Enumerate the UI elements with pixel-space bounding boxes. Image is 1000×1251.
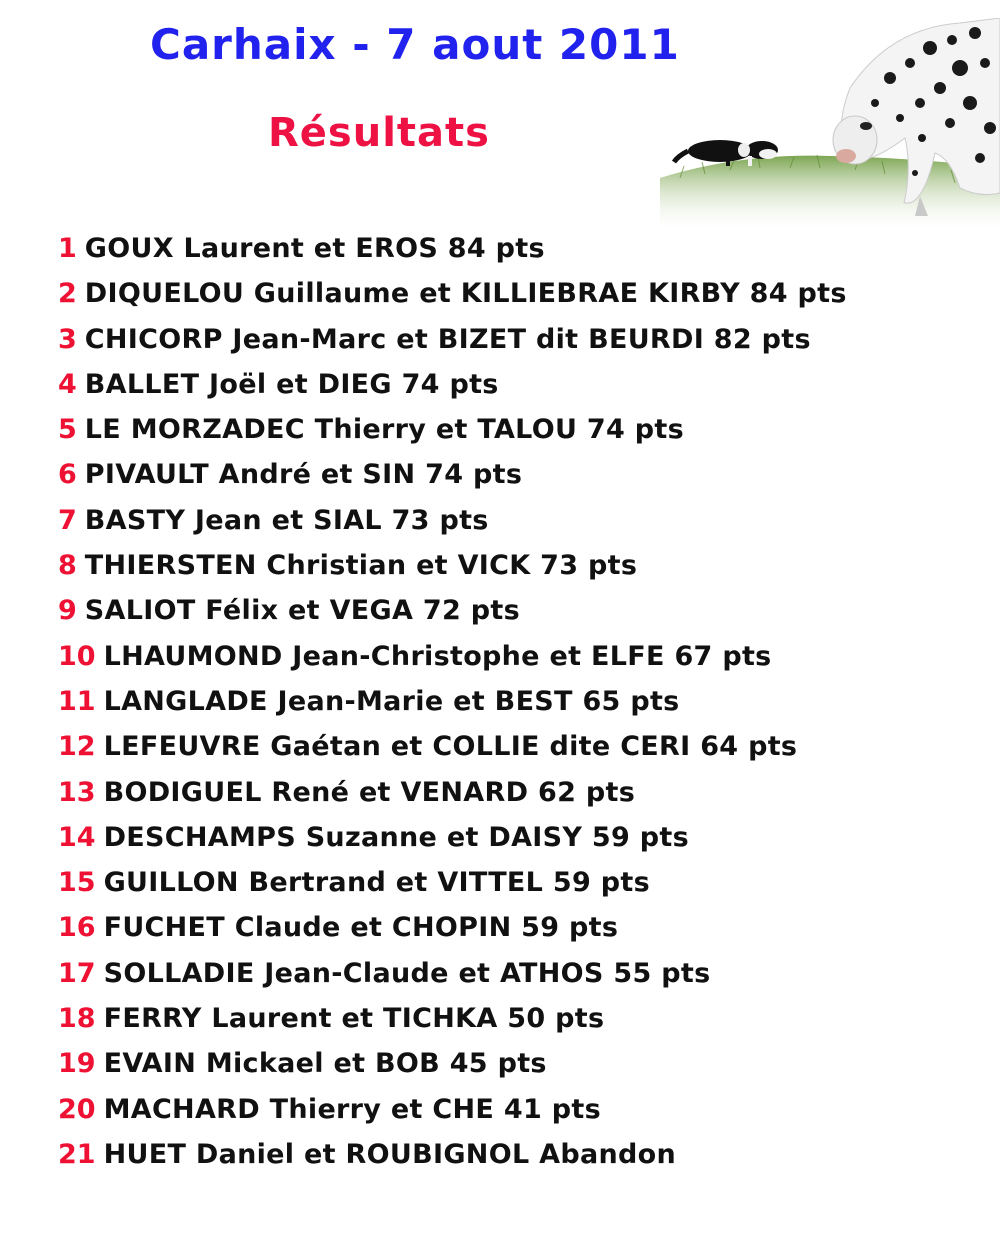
result-row (58, 1087, 978, 1132)
result-rank: 8 (58, 550, 77, 582)
result-row (58, 860, 978, 905)
result-row (58, 362, 978, 407)
result-text: LANGLADE Jean-Marie et BEST 65 pts (103, 685, 680, 717)
result-row (58, 679, 978, 724)
result-text: SALIOT Félix et VEGA 72 pts (84, 595, 520, 627)
result-text: EVAIN Mickael et BOB 45 pts (103, 1048, 547, 1080)
cow-and-dog-illustration (660, 18, 1000, 233)
result-row (58, 271, 978, 316)
result-rank: 6 (58, 459, 77, 491)
result-rank: 3 (58, 323, 77, 355)
result-text: PIVAULT André et SIN 74 pts (84, 459, 523, 491)
result-rank: 21 (58, 1138, 96, 1170)
result-rank: 15 (58, 867, 96, 899)
result-rank: 7 (58, 504, 77, 536)
result-rank: 5 (58, 414, 77, 446)
result-text: FUCHET Claude et CHOPIN 59 pts (103, 912, 619, 944)
result-row (58, 226, 978, 271)
result-row (58, 815, 978, 860)
result-row (58, 951, 978, 996)
result-row (58, 1041, 978, 1086)
result-text: DIQUELOU Guillaume et KILLIEBRAE KIRBY 84 pts (84, 278, 847, 310)
result-row (58, 996, 978, 1041)
result-row (58, 770, 978, 815)
result-row (58, 1132, 978, 1177)
result-rank: 10 (58, 640, 96, 672)
result-rank: 17 (58, 957, 96, 989)
result-text: BODIGUEL René et VENARD 62 pts (103, 776, 636, 808)
result-text: DESCHAMPS Suzanne et DAISY 59 pts (103, 821, 689, 853)
result-rank: 4 (58, 368, 77, 400)
result-text: LEFEUVRE Gaétan et COLLIE dite CERI 64 pts (103, 731, 798, 763)
result-row (58, 634, 978, 679)
result-row (58, 452, 978, 497)
result-row (58, 317, 978, 362)
result-rank: 16 (58, 912, 96, 944)
result-rank: 1 (58, 233, 77, 264)
result-row (58, 407, 978, 452)
result-rank: 2 (58, 278, 77, 310)
result-row (58, 498, 978, 543)
result-text: GOUX Laurent et EROS 84 pts (84, 233, 545, 264)
result-row (58, 905, 978, 950)
result-rank: 9 (58, 595, 77, 627)
result-rank: 18 (58, 1003, 96, 1035)
result-text: GUILLON Bertrand et VITTEL 59 pts (103, 867, 650, 899)
result-rank: 14 (58, 821, 96, 853)
result-rank: 13 (58, 776, 96, 808)
result-text: LE MORZADEC Thierry et TALOU 74 pts (84, 414, 684, 446)
result-rank: 12 (58, 731, 96, 763)
results-list (58, 226, 978, 1177)
result-row (58, 588, 978, 633)
result-text: LHAUMOND Jean-Christophe et ELFE 67 pts (103, 640, 772, 672)
result-text: SOLLADIE Jean-Claude et ATHOS 55 pts (103, 957, 711, 989)
result-row (58, 724, 978, 769)
result-rank: 11 (58, 685, 96, 717)
page-subtitle: Résultats (268, 110, 490, 156)
result-text: BALLET Joël et DIEG 74 pts (84, 368, 499, 400)
result-row (58, 543, 978, 588)
page-title: Carhaix - 7 aout 2011 (150, 20, 680, 69)
result-text: HUET Daniel et ROUBIGNOL Abandon (103, 1138, 677, 1170)
result-text: THIERSTEN Christian et VICK 73 pts (84, 550, 638, 582)
result-text: BASTY Jean et SIAL 73 pts (84, 504, 489, 536)
result-text: CHICORP Jean-Marc et BIZET dit BEURDI 82 pts (84, 323, 811, 355)
result-rank: 19 (58, 1048, 96, 1080)
result-rank: 20 (58, 1093, 96, 1125)
result-text: MACHARD Thierry et CHE 41 pts (103, 1093, 601, 1125)
result-text: FERRY Laurent et TICHKA 50 pts (103, 1003, 605, 1035)
